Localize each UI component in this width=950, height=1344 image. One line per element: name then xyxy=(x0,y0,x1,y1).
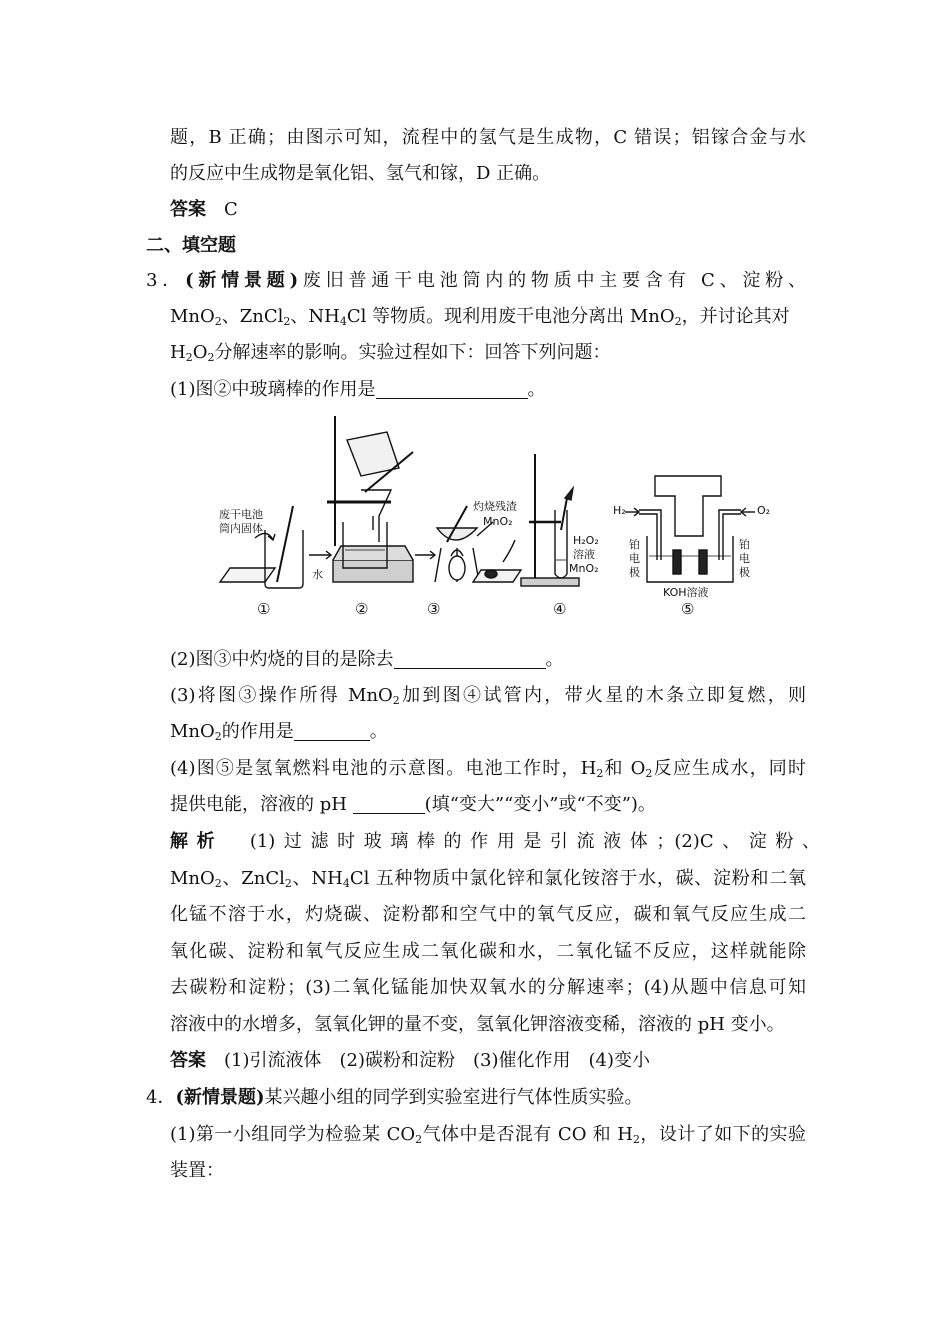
question-text: 废旧普通干电池筒内的物质中主要含有 C、淀粉、 xyxy=(298,270,807,291)
answer-blank[interactable] xyxy=(394,650,546,669)
sub-question-4: (4)图⑤是氢氧燃料电池的示意图。电池工作时，$H_2$和 $O_2$反应生成水，同时 xyxy=(170,758,806,780)
question-3-line3: $H_2O_2$分解速率的影响。实验过程如下：回答下列问题： xyxy=(170,342,611,364)
answer-line xyxy=(170,1049,650,1073)
answer-blank[interactable] xyxy=(376,380,528,399)
question-3-line2: MnO$_2$、ZnCl$_2$、$NH_4Cl$ 等物质。现利用废干电池分离出 MnO$_2$，并讨论其对 xyxy=(170,306,790,328)
question-tag: (新情景题) xyxy=(185,270,299,291)
beaker-5 xyxy=(647,536,733,582)
electrode-1 xyxy=(673,550,681,574)
answer-value: (1)引流液体 (2)碳粉和淀粉 (3)催化作用 (4)变小 xyxy=(224,1050,650,1071)
analysis-line: 化锰不溶于水，灼烧碳、淀粉都和空气中的氧气反应，碳和氧气反应生成二 xyxy=(170,904,806,925)
tube-h2-5 xyxy=(639,510,661,560)
question-4-intro: 4．(新情景题)某兴趣小组的同学到实验室进行气体性质实验。 xyxy=(146,1087,643,1108)
figure-number-3: ③ xyxy=(427,600,441,618)
label-pt2-a: 铂 xyxy=(739,538,750,551)
answer-line xyxy=(170,198,238,222)
label-h2: H₂ xyxy=(613,504,626,517)
label-pt1-b: 电 xyxy=(629,552,640,565)
label-residue: 灼烧残渣 xyxy=(473,500,517,513)
sub-question-1: (1)图②中玻璃棒的作用是 。 xyxy=(170,379,546,400)
stand-base-2 xyxy=(333,560,413,582)
analysis-line: 溶液中的水增多，氢氧化钾的量不变，氢氧化钾溶液变稀，溶液的 pH 变小。 xyxy=(170,1014,785,1035)
tube-o2-5 xyxy=(719,510,741,560)
question-3-intro xyxy=(146,269,806,293)
analysis-line: 去碳粉和淀粉；(3)二氧化锰能加快双氧水的分解速率；(4)从题中信息可知 xyxy=(170,977,806,998)
label-koh: KOH溶液 xyxy=(663,586,709,599)
stand-base-4 xyxy=(521,578,579,586)
question-4-sub-1-cont: 装置： xyxy=(170,1160,224,1181)
answer-value: C xyxy=(224,199,238,220)
analysis-label: 解析 xyxy=(170,831,224,852)
label-pt2-c: 极 xyxy=(739,566,750,579)
dish-3 xyxy=(437,528,477,540)
question-tag: (新情景题) xyxy=(175,1087,265,1108)
label-mno2b: MnO₂ xyxy=(569,562,599,575)
label-mno2: MnO₂ xyxy=(483,515,513,528)
answer-label: 答案 xyxy=(170,1050,206,1071)
label-pt2-b: 电 xyxy=(739,552,750,565)
answer-blank[interactable] xyxy=(294,722,370,741)
figure-number-5: ⑤ xyxy=(681,600,695,618)
cell-top-5 xyxy=(655,476,721,536)
label-h2o2: H₂O₂ xyxy=(573,534,599,547)
analysis-line: 氧化碳、淀粉和氧气反应生成二氧化碳和水，二氧化锰不反应，这样就能除 xyxy=(170,941,806,962)
analysis-line: 的反应中生成物是氧化铝、氢气和镓，D 正确。 xyxy=(170,163,551,184)
answer-label: 答案 xyxy=(170,199,206,220)
experiment-diagram xyxy=(215,410,775,622)
analysis-line: 解析 (1)过滤时玻璃棒的作用是引流液体；(2)C、淀粉、 xyxy=(170,831,821,852)
analysis-line: 题，B 正确；由图示可知，流程中的氢气是生成物，C 错误；铝镓合金与水 xyxy=(170,127,806,148)
glass-rod-1 xyxy=(277,506,293,582)
electrode-2 xyxy=(699,550,707,574)
question-4-sub-1: (1)第一小组同学为检验某 $CO_2$气体中是否混有 CO 和 $H_2$，设计了如下的实验 xyxy=(170,1124,807,1146)
sub-question-3: (3)将图③操作所得 MnO$_2$加到图④试管内，带火星的木条立即复燃，则 xyxy=(170,685,807,707)
answer-blank[interactable] xyxy=(353,795,425,814)
label-pt1-c: 极 xyxy=(629,566,640,579)
figure-number-1: ① xyxy=(257,600,271,618)
label-o2: O₂ xyxy=(757,504,771,517)
sub-question-3-cont: MnO$_2$的作用是 。 xyxy=(170,721,388,743)
figure-number-4: ④ xyxy=(553,600,567,618)
splint-4 xyxy=(561,498,567,530)
label-pt1-a: 铂 xyxy=(629,538,640,551)
section-title: 二、填空题 xyxy=(146,235,236,256)
label-waste-2: 筒内固体 xyxy=(219,522,263,535)
question-number: 4． xyxy=(146,1087,176,1108)
label-water: 水 xyxy=(312,568,323,581)
paper-1 xyxy=(220,568,275,582)
test-tube-4 xyxy=(555,510,567,578)
sub-question-2: (2)图③中灼烧的目的是除去 。 xyxy=(170,649,564,670)
sub-question-4-cont: 提供电能，溶液的 pH (填“变大”“变小”或“不变”)。 xyxy=(170,794,656,815)
figure-number-2: ② xyxy=(355,600,369,618)
question-number: 3． xyxy=(146,270,186,291)
label-waste-1: 废干电池 xyxy=(219,508,263,521)
analysis-line: MnO$_2$、ZnCl$_2$、$NH_4Cl$ 五种物质中氯化锌和氯化铵溶于水，碳、淀粉和二氧 xyxy=(170,868,806,890)
label-solution: 溶液 xyxy=(573,548,595,561)
burner-3 xyxy=(449,556,465,580)
